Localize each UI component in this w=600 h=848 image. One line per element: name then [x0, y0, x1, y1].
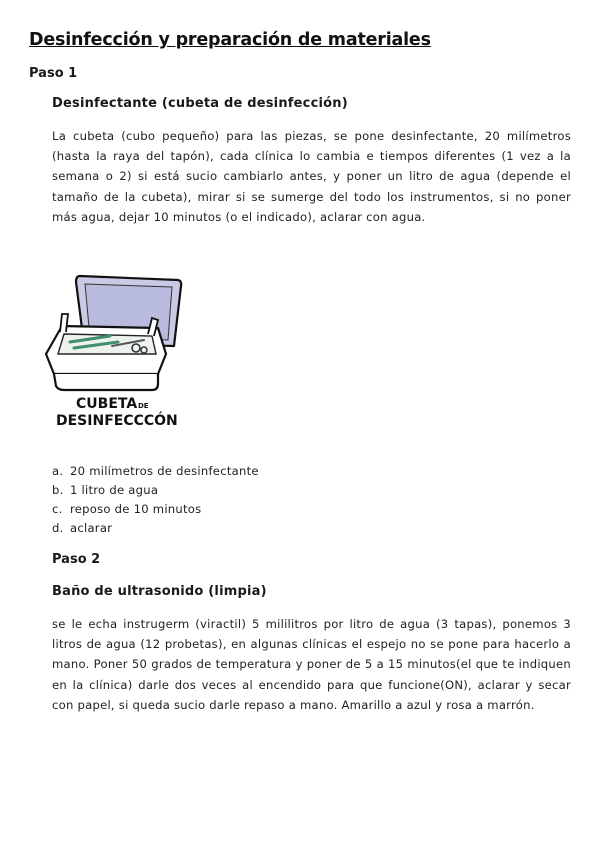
step-1-label: Paso 1: [29, 66, 78, 81]
caption-line-2: DESINFECCCÓN: [56, 413, 178, 429]
page-title: Desinfección y preparación de materiales: [29, 30, 431, 50]
step-1-paragraph: La cubeta (cubo pequeño) para las piezas, se pone desinfectante, 20 milímetros (hasta la raya del tapón), cada clínica lo cambia e tiempos diferentes (1 vez a la semana o 2) si está sucio cambiarlo antes, y poner un litro de agua (depende el tamaño de la cubeta), mirar si se sumerge del todo los instrumentos, si no poner más agua, dejar 10 minutos (o el indicado), aclarar con agua.: [52, 129, 571, 224]
list-item: [52, 481, 259, 500]
list-item-text: aclarar: [70, 521, 113, 535]
list-item: [52, 462, 259, 481]
list-marker: c.: [52, 502, 63, 516]
step-2-paragraph: se le echa instrugerm (viractil) 5 mililitros por litro de agua (3 tapas), ponemos 3 litros de agua (12 probetas), en algunas clínicas el espejo no se pone para hacerlo a mano. Poner 50 grados de temperatura y poner de 5 a 15 minutos(el que te indiquen en la clínica) darle dos veces al encendido para que funcione(ON), aclarar y secar con papel, si queda sucio darle repaso a mano. Amarillo a azul y rosa a marrón.: [52, 617, 571, 712]
list-marker: b.: [52, 483, 64, 497]
step-2-heading: Baño de ultrasonido (limpia): [52, 584, 267, 599]
list-marker: d.: [52, 521, 64, 535]
caption-small: DE: [138, 402, 149, 410]
disinfection-tray-illustration: [40, 262, 190, 432]
list-item-text: 1 litro de agua: [70, 483, 159, 497]
caption-line-1: CUBETA: [76, 396, 138, 412]
step-1-heading: Desinfectante (cubeta de desinfección): [52, 96, 348, 111]
list-marker: a.: [52, 464, 64, 478]
list-item-text: 20 milímetros de desinfectante: [70, 464, 259, 478]
list-item: [52, 519, 259, 538]
list-item: [52, 500, 259, 519]
step-1-list: [52, 462, 259, 538]
list-item-text: reposo de 10 minutos: [70, 502, 202, 516]
disinfection-tray-drawing: [40, 262, 190, 432]
step-2-label: Paso 2: [52, 552, 101, 567]
